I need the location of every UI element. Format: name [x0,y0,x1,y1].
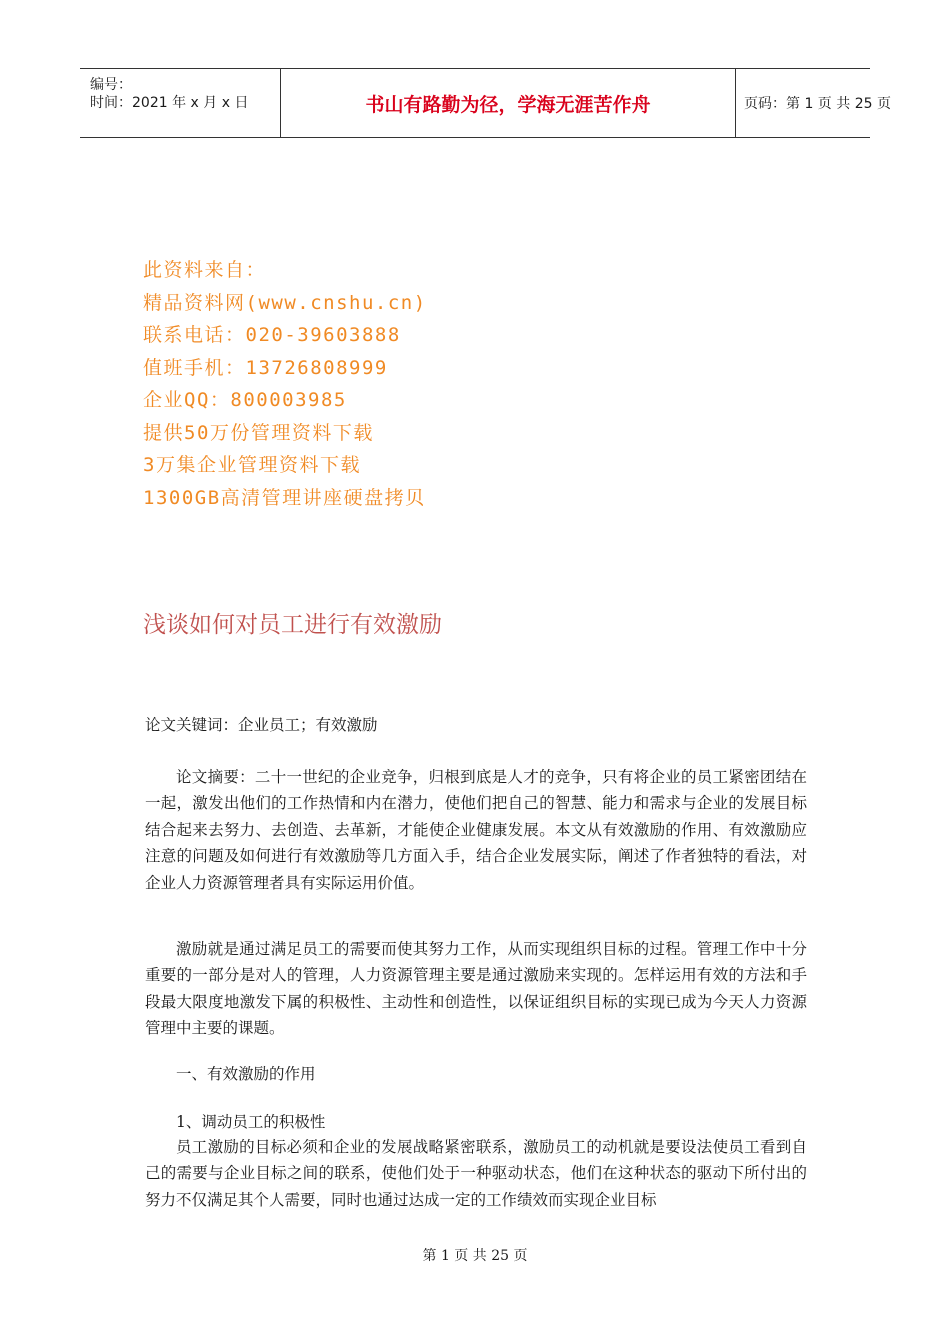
header-motto: 书山有路勤为径，学海无涯苦作舟 [365,94,651,116]
header-table [80,68,891,138]
header-motto-cell [281,69,736,137]
source-website-line: 精品资料网(www.cnshu.cn) [143,291,427,314]
article-paragraph: 激励就是通过满足员工的需要而使其努力工作，从而实现组织目标的过程。管理工作中十分重要的一部分是对人的管理，人力资源管理主要是通过激励来实现的。怎样运用有效的方法和手段最大限度地激发下属的积极性、主动性和创造性，以保证组织目标的实现已成为今天人力资源管理中主要的课题。 [145,940,807,1038]
document-date-label: 时间：2021 年 x 月 x 日 [90,95,249,111]
source-qq-line: 企业QQ：800003985 [143,389,347,411]
page-footer: 第 1 页 共 25 页 [422,1248,528,1264]
article-paragraph: 员工激励的目标必须和企业的发展战略紧密联系，激励员工的动机就是要设法使员工看到自己的需要与企业目标之间的联系，使他们处于一种驱动状态，他们在这种状态的驱动下所付出的努力不仅满足其个人需要，同时也通过达成一定的工作绩效而实现企业目标 [145,1138,807,1209]
source-offer-line: 3万集企业管理资料下载 [143,454,361,476]
document-number-label: 编号： [90,77,132,93]
header-page-cell [736,69,891,137]
subsection-heading: 1、调动员工的积极性 [176,1113,326,1131]
header-page-info: 页码：第 1 页 共 25 页 [744,96,891,112]
header-meta-cell [80,69,281,137]
article-abstract: 论文摘要：二十一世纪的企业竞争，归根到底是人才的竞争，只有将企业的员工紧密团结在一起，激发出他们的工作热情和内在潜力，使他们把自己的智慧、能力和需求与企业的发展目标结合起来去努力、去创造、去革新，才能使企业健康发展。本文从有效激励的作用、有效激励应注意的问题及如何进行有效激励等几方面入手，结合企业发展实际，阐述了作者独特的看法，对企业人力资源管理者具有实际运用价值。 [145,768,807,892]
source-offer-line: 提供50万份管理资料下载 [143,421,374,444]
source-info-block [143,254,427,514]
source-line: 此资料来自： [143,259,267,281]
section-heading: 一、有效激励的作用 [176,1065,316,1083]
article-keywords: 论文关键词：企业员工；有效激励 [145,716,378,734]
source-offer-line: 1300GB高清管理讲座硬盘拷贝 [143,486,426,509]
source-mobile-line: 值班手机：13726808999 [143,356,388,379]
source-phone-line: 联系电话：020-39603888 [143,324,401,346]
article-title: 浅谈如何对员工进行有效激励 [143,612,442,638]
